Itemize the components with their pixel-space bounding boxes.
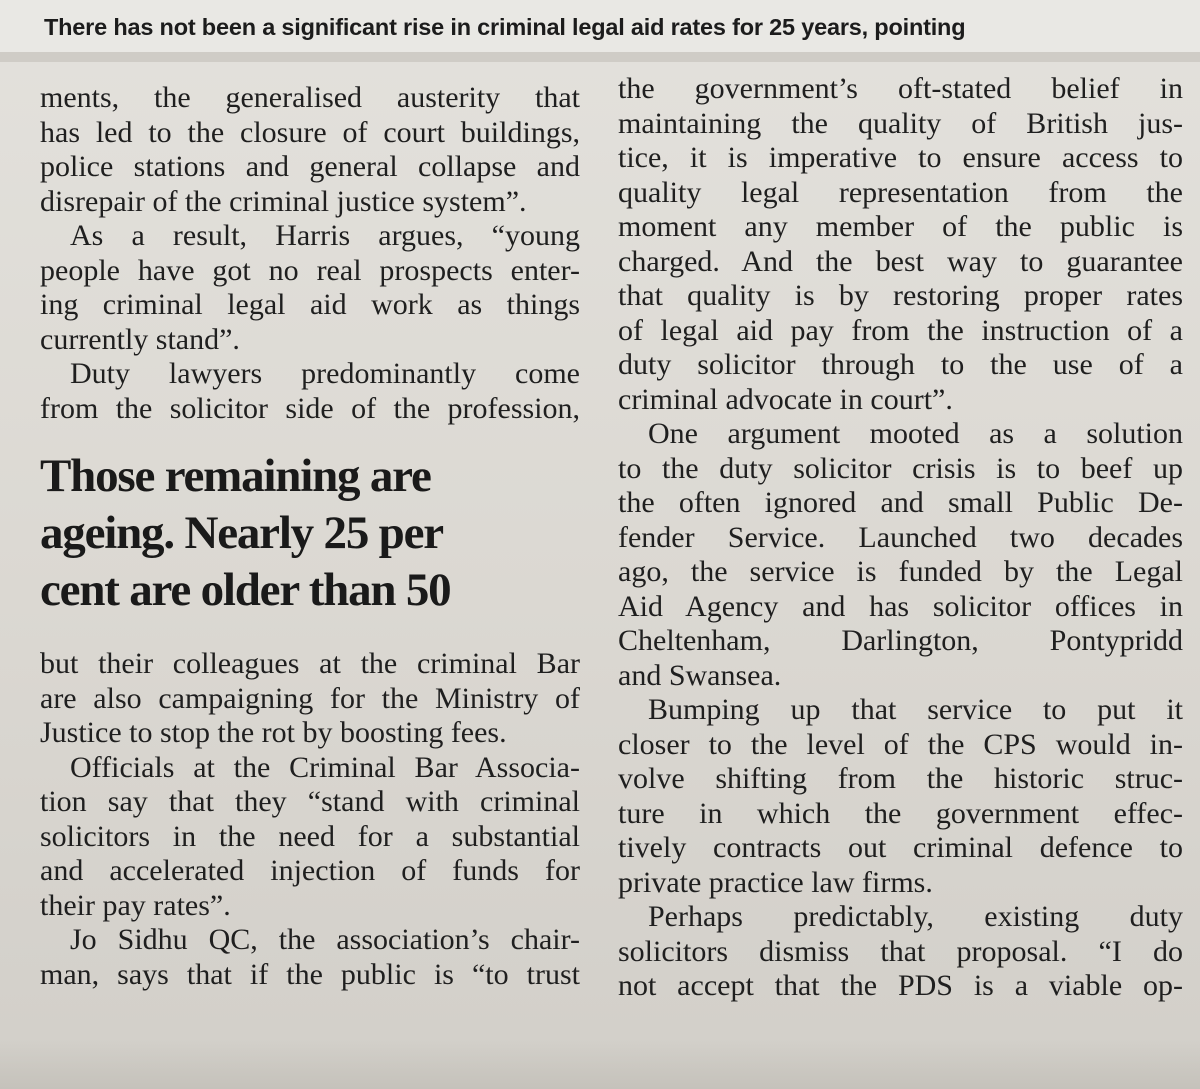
article-text-line: Jo Sidhu QC, the association’s chair- <box>70 923 580 956</box>
pull-quote-line: ageing. Nearly 25 per <box>40 507 443 559</box>
article-text-line: Officials at the Criminal Bar Associa- <box>70 750 580 784</box>
photo-caption: There has not been a significant rise in criminal legal aid rates for 25 years, pointing <box>44 14 966 40</box>
article-text-line: are also campaigning for the Ministry of <box>40 681 580 715</box>
article-text-line: solicitors dismiss that proposal. “I do <box>618 934 1183 968</box>
article-text-line: charged. And the best way to guarantee <box>618 244 1183 278</box>
article-text-line: but their colleagues at the criminal Bar <box>40 647 580 680</box>
article-text-line: solicitors in the need for a substantial <box>40 819 580 853</box>
pull-quote-line: Those remaining are <box>40 450 431 502</box>
article-text-line: people have got no real prospects enter- <box>40 253 580 287</box>
left-column-bottom-text <box>40 647 580 992</box>
article-text-line: of legal aid pay from the instruction of a <box>618 313 1183 347</box>
article-text-line: One argument mooted as a solution <box>648 417 1183 450</box>
article-text-line: tion say that they “stand with criminal <box>40 785 580 818</box>
page-bottom-shadow <box>0 1040 1200 1089</box>
article-text-line: disrepair of the criminal justice system”. <box>40 184 527 218</box>
right-column-text <box>618 72 1183 1004</box>
article-text-line: and Swansea. <box>618 658 782 692</box>
right-column <box>618 72 1183 1004</box>
article-text-line: fender Service. Launched two decades <box>618 520 1183 554</box>
article-text-line: Aid Agency and has solicitor offices in <box>618 589 1183 623</box>
article-text-line: tively contracts out criminal defence to <box>618 831 1183 864</box>
article-text-line: volve shifting from the historic struc- <box>618 762 1183 795</box>
article-text-line: from the solicitor side of the profession, <box>40 391 580 425</box>
article-text-line: and accelerated injection of funds for <box>40 854 580 887</box>
left-column-top-text <box>40 81 580 426</box>
article-text-line: Justice to stop the rot by boosting fees. <box>40 716 507 749</box>
article-text-line: maintaining the quality of British jus- <box>618 106 1183 140</box>
article-text-line: ago, the service is funded by the Legal <box>618 555 1183 588</box>
article-text-line: Duty lawyers predominantly come <box>70 357 580 390</box>
article-text-line: moment any member of the public is <box>618 210 1183 243</box>
article-text-line: Cheltenham, Darlington, Pontypridd <box>618 624 1183 657</box>
article-text-line: quality legal representation from the <box>618 175 1183 209</box>
article-text-line: has led to the closure of court buildings, <box>40 115 580 149</box>
article-text-line: Perhaps predictably, existing duty <box>648 900 1183 933</box>
left-column <box>40 81 580 992</box>
article-text-line: currently stand”. <box>40 322 240 356</box>
photo-caption-strip <box>0 0 1200 53</box>
article-text-line: As a result, Harris argues, “young <box>70 219 580 252</box>
article-text-line: closer to the level of the CPS would in- <box>618 727 1183 761</box>
article-text-line: not accept that the PDS is a viable op- <box>618 969 1183 1002</box>
article-text-line: that quality is by restoring proper rates <box>618 279 1183 312</box>
article-text-line: to the duty solicitor crisis is to beef up <box>618 451 1183 485</box>
pull-quote-line: cent are older than 50 <box>40 564 451 616</box>
article-text-line: man, says that if the public is “to trust <box>40 957 580 991</box>
article-text-line: their pay rates”. <box>40 888 231 922</box>
article-text-line: duty solicitor through to the use of a <box>618 348 1183 381</box>
article-text-line: police stations and general collapse and <box>40 150 580 183</box>
article-text-line: the government’s oft-stated belief in <box>618 72 1183 105</box>
pull-quote <box>40 448 560 619</box>
article-text-line: ments, the generalised austerity that <box>40 81 580 114</box>
caption-divider <box>0 52 1200 62</box>
article-text-line: ture in which the government effec- <box>618 796 1183 830</box>
article-text-line: the often ignored and small Public De- <box>618 486 1183 519</box>
article-text-line: ing criminal legal aid work as things <box>40 288 580 321</box>
article-text-line: Bumping up that service to put it <box>648 693 1183 726</box>
article-text-line: private practice law firms. <box>618 865 933 899</box>
article-text-line: tice, it is imperative to ensure access to <box>618 141 1183 174</box>
article-text-line: criminal advocate in court”. <box>618 382 953 416</box>
